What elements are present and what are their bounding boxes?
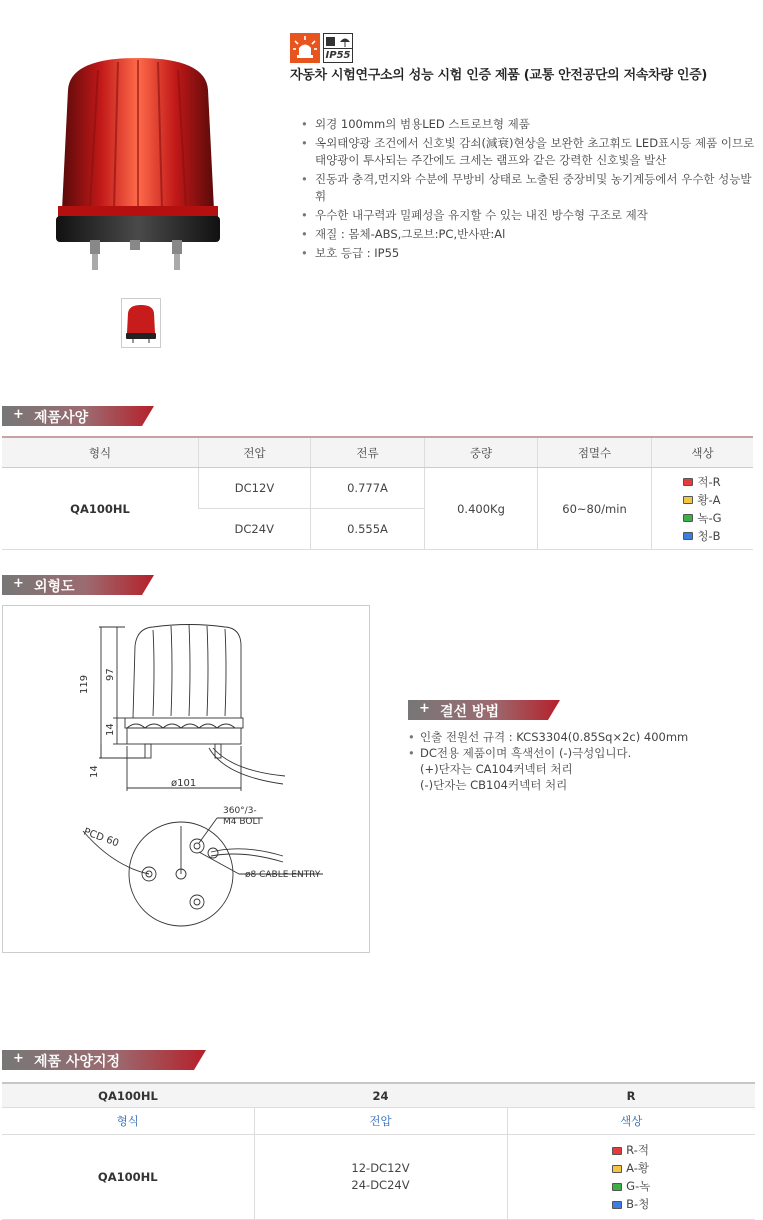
spec-header: 색상 [652,437,754,468]
spec-header: 전압 [199,437,311,468]
color-option [612,1159,650,1177]
code-header: 전압 [254,1108,507,1135]
voltage-option: 12-DC12V [351,1161,410,1175]
bolt-label: 360°/3- [223,806,257,816]
example-color: R [507,1083,755,1108]
ip55-icon [323,33,353,63]
feature-list [300,116,755,264]
color-item [683,473,721,491]
ip55-label: IP55 [325,50,351,61]
product-thumbnail[interactable] [121,298,161,348]
order-code-table [2,1082,755,1220]
red-swatch-icon [612,1147,622,1155]
color-option [612,1195,650,1213]
color-label: 녹-G [697,510,722,525]
dim-14: 14 [89,765,100,778]
feature-item: • 우수한 내구력과 밀폐성을 유지할 수 있는 내진 방수형 구조로 제작 [300,207,755,224]
code-model: QA100HL [2,1135,254,1220]
product-image [48,50,228,280]
spec-voltage: DC12V [199,468,311,509]
feature-item: • 재질 : 몸체-ABS,그로브:PC,반사판:Al [300,226,755,243]
dim-119: 119 [79,674,90,694]
spec-header: 형식 [2,437,199,468]
color-label: B-청 [626,1197,650,1211]
section-title: 외형도 [34,579,75,595]
code-voltages [254,1135,507,1220]
wiring-note: (-)단자는 CB104커넥터 처리 [420,778,568,792]
color-label: 적-R [697,474,721,489]
spec-voltage: DC24V [199,509,311,550]
color-item [683,527,721,545]
plus-icon: + [419,701,430,716]
code-header: 형식 [2,1108,254,1135]
spec-weight: 0.400Kg [425,468,538,550]
spec-table [2,436,753,550]
example-voltage: 24 [254,1083,507,1108]
wiring-list [408,729,753,793]
color-item [683,509,721,527]
section-header-code [2,1050,154,1070]
voltage-option: 24-DC24V [351,1178,410,1192]
color-label: G-녹 [626,1179,651,1193]
wiring-note: (+)단자는 CA104커넥터 처리 [420,762,573,776]
dim-14: 14 [105,723,116,736]
wiring-item: • DC전용 제품이며 흑색선이 (-)극성입니다. [408,745,753,761]
spec-model: QA100HL [2,468,199,550]
section-header-wiring [408,700,560,720]
amber-swatch-icon [612,1165,622,1173]
feature-icons [290,33,353,63]
color-label: 황-A [697,492,721,507]
plus-icon: + [13,1051,24,1066]
feature-item: • 옥외태양광 조건에서 신호빛 감쇠(減衰)현상을 보완한 초고휘도 LED표시등 제품 이므로태양광이 투사되는 주간에도 크세논 램프와 같은 강력한 신호빛을 발산 [300,135,755,169]
feature-item: • 외경 100mm의 범용LED 스트로브형 제품 [300,116,755,133]
dim-101: ø101 [171,778,197,789]
color-label: R-적 [626,1143,649,1157]
spec-current: 0.777A [311,468,425,509]
plus-icon: + [13,576,24,591]
pcd-label: PCD 60 [81,826,121,850]
blue-swatch-icon [683,532,693,540]
green-swatch-icon [612,1183,622,1191]
feature-item: • 진동과 충격,먼지와 수분에 무방비 상태로 노출된 중장비및 농기계등에서 우수한 성능발휘 [300,171,755,205]
spec-header: 중량 [425,437,538,468]
outline-drawing [2,605,370,953]
green-swatch-icon [683,514,693,522]
section-header-outline [2,575,154,595]
plus-icon: + [13,407,24,422]
wiring-item: • 인출 전원선 규격 : KCS3304(0.85Sq×2c) 400mm [408,729,753,745]
spec-flash: 60~80/min [538,468,652,550]
cable-label: ø8 CABLE ENTRY [245,870,321,880]
color-option [612,1177,650,1195]
product-headline: 자동차 시험연구소의 성능 시험 인증 제품 (교통 안전공단의 저속차량 인증) [290,68,708,83]
blue-swatch-icon [612,1201,622,1209]
section-title: 제품사양 [34,410,89,426]
spec-header: 점멸수 [538,437,652,468]
code-colors [507,1135,755,1220]
section-title: 결선 방법 [440,704,499,720]
red-swatch-icon [683,478,693,486]
feature-item: • 보호 등급 : IP55 [300,245,755,262]
color-label: 청-B [697,528,721,543]
color-item [683,491,721,509]
spec-colors [652,468,754,550]
dim-97: 97 [105,668,116,681]
color-label: A-황 [626,1161,650,1175]
section-header-spec [2,406,154,426]
amber-swatch-icon [683,496,693,504]
spec-current: 0.555A [311,509,425,550]
spec-header: 전류 [311,437,425,468]
strobe-icon [290,33,320,63]
code-header: 색상 [507,1108,755,1135]
bolt-label-2: M4 BOLT [223,817,262,827]
example-model: QA100HL [2,1083,254,1108]
section-title: 제품 사양지정 [34,1054,121,1070]
color-option [612,1141,650,1159]
